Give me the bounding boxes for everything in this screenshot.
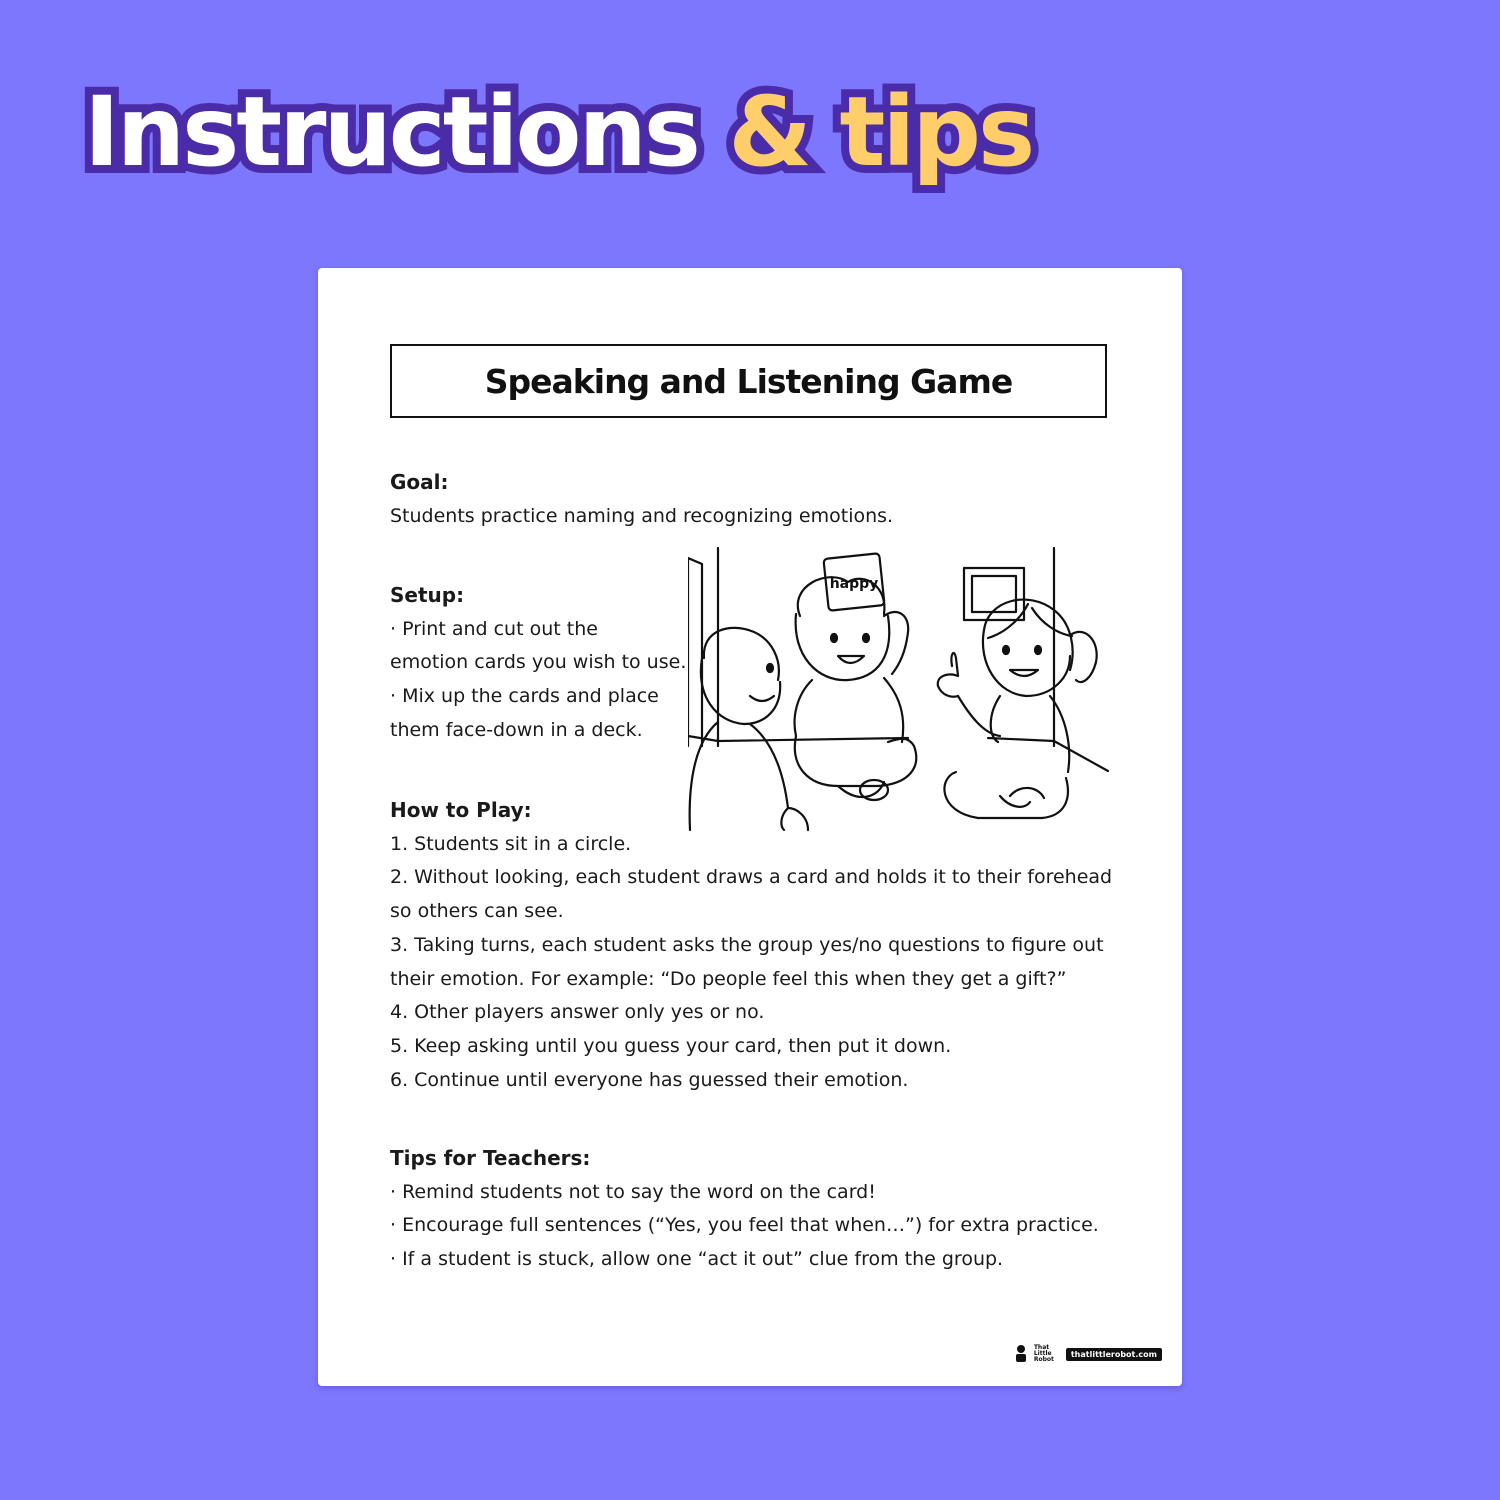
setup-heading: Setup:	[390, 583, 465, 607]
how-to-play-line: 1. Students sit in a circle.	[390, 832, 632, 855]
setup-line: · Mix up the cards and place	[390, 685, 659, 708]
setup-line: them face-down in a deck.	[390, 718, 643, 741]
tips-section	[390, 1142, 1099, 1277]
how-to-play-line: 3. Taking turns, each student asks the group yes/no questions to figure out	[390, 933, 1104, 956]
how-to-play-line: 5. Keep asking until you guess your card, then put it down.	[390, 1034, 952, 1057]
how-to-play-section	[390, 794, 1112, 1097]
logo-text: That Little Robot	[1033, 1344, 1054, 1363]
goal-heading: Goal:	[390, 470, 449, 494]
page-title	[84, 72, 1032, 192]
children-playing-illustration	[688, 546, 1112, 832]
worksheet	[318, 268, 1182, 1386]
worksheet-title-box	[390, 344, 1107, 418]
goal-section	[390, 466, 893, 533]
how-to-play-heading: How to Play:	[390, 798, 532, 822]
setup-section	[390, 579, 686, 748]
how-to-play-line: their emotion. For example: “Do people feel this when they get a gift?”	[390, 967, 1067, 990]
footer-branding	[1014, 1344, 1162, 1364]
title-tips: & tips	[728, 76, 1033, 188]
tips-line: · Remind students not to say the word on the card!	[390, 1180, 876, 1203]
tips-line: · Encourage full sentences (“Yes, you feel that when…”) for extra practice.	[390, 1214, 1099, 1237]
website-url[interactable]: thatlittlerobot.com	[1066, 1348, 1162, 1361]
worksheet-title: Speaking and Listening Game	[484, 361, 1013, 401]
robot-logo-icon	[1014, 1344, 1028, 1364]
setup-line: · Print and cut out the	[390, 617, 598, 640]
title-instructions: Instructions	[84, 76, 698, 188]
how-to-play-line: 2. Without looking, each student draws a card and holds it to their forehead	[390, 866, 1113, 889]
how-to-play-line: 6. Continue until everyone has guessed their emotion.	[390, 1068, 909, 1091]
tips-heading: Tips for Teachers:	[390, 1146, 591, 1170]
how-to-play-line: 4. Other players answer only yes or no.	[390, 1001, 765, 1024]
card-word: happy	[829, 576, 879, 592]
tips-line: · If a student is stuck, allow one “act it out” clue from the group.	[390, 1248, 1004, 1271]
setup-line: emotion cards you wish to use.	[390, 651, 687, 674]
how-to-play-line: so others can see.	[390, 900, 564, 923]
goal-line: Students practice naming and recognizing emotions.	[390, 504, 894, 527]
